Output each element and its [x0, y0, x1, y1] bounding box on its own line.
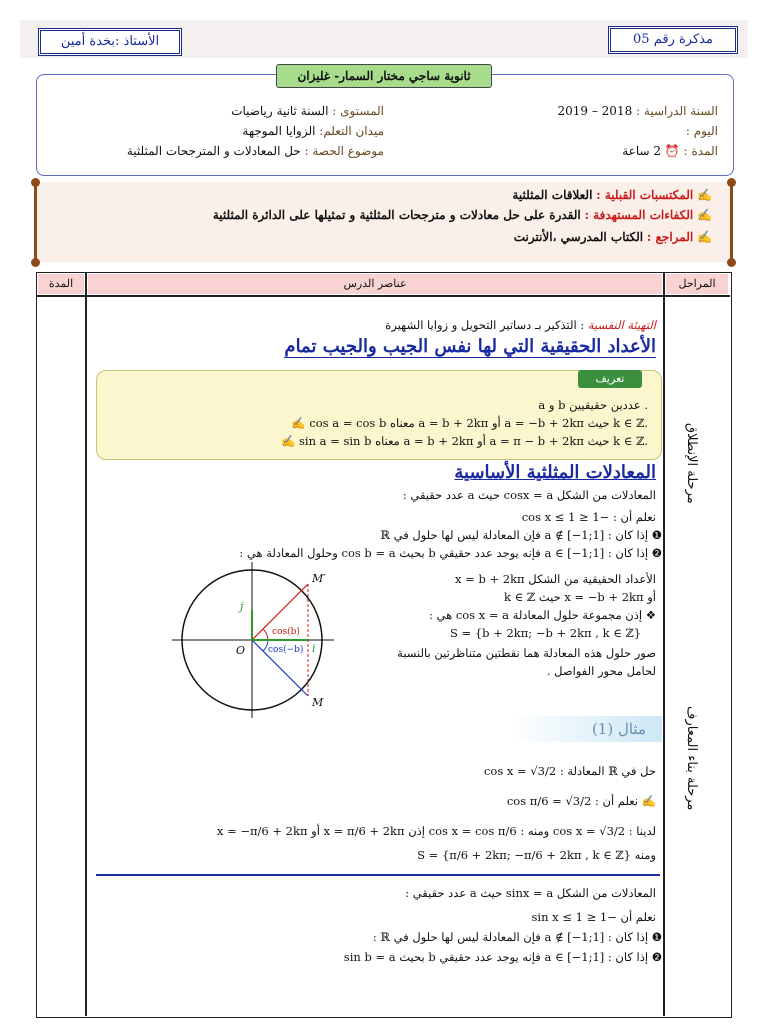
case-1-text: إذا كان : a ∉ [−1;1] فإن المعادلة ليس لها حلول في ℝ: [380, 528, 649, 542]
warmup-text: : التذكير بـ دساتير التحويل و زوايا الشهيرة: [385, 318, 585, 332]
duration: [622, 144, 718, 158]
solutions-or: أو x = −b + 2kπ حيث k ∈ ℤ: [503, 590, 656, 604]
case-3: [373, 930, 662, 944]
school-name: ثانوية ساجي مختار السمار- غليزان: [276, 64, 492, 88]
angle-b-arc: [263, 629, 268, 640]
solutions-form: الأعداد الحقيقية من الشكل x = b + 2kπ: [455, 572, 656, 586]
case-4-text: إذا كان : a ∈ [−1;1] فإنه يوجد عدد حقيقي b بحيث sin b = a: [343, 950, 649, 964]
cos-bound: نعلم أن : −1 ≤ cos x ≤ 1: [521, 510, 656, 524]
scroll-rod-right: [730, 182, 733, 262]
label-m: M: [312, 696, 324, 709]
bullet-2: ❷: [651, 546, 662, 560]
prior-knowledge: [512, 188, 712, 202]
warmup: [385, 318, 656, 332]
scroll-knob: [31, 178, 40, 187]
section-title-basic-equations: المعادلات المثلثية الأساسية: [454, 462, 656, 483]
day-label: اليوم :: [685, 124, 718, 138]
symmetry-note-2: لحامل محور الفواصل .: [546, 664, 656, 678]
year-label: السنة الدراسية :: [636, 104, 718, 118]
case-2: [239, 546, 662, 560]
bullet-1: ❶: [651, 528, 662, 542]
field-label: ميدان التعلم:: [319, 124, 384, 138]
topic-value: حل المعادلات و المترجحات المثلثية: [126, 144, 301, 158]
stage-start: مرحلة الإنطلاق: [684, 423, 699, 504]
definition-tag: تعريف: [578, 370, 642, 388]
field-value: الزوايا الموجهة: [242, 124, 316, 138]
level: [231, 104, 384, 118]
definition-line: [281, 434, 648, 448]
example-solution-set: ومنه S = {π/6 + 2kπ; −π/6 + 2kπ , k ∈ ℤ}: [417, 848, 656, 862]
school-year: [557, 104, 718, 118]
level-value: السنة ثانية رياضيات: [231, 104, 329, 118]
example-known: [507, 794, 656, 808]
column-header-stages: المراحل: [666, 274, 728, 294]
prior-value: العلاقات المثلثية: [512, 188, 593, 202]
level-label: المستوى :: [332, 104, 384, 118]
diamond-icon: ❖: [645, 608, 656, 622]
refs-value: الكتاب المدرسي ،الأنترنت: [513, 230, 644, 244]
example-work: لدينا : cos x = √3/2 ومنه : cos x = cos π/6 إذن x = π/6 + 2kπ أو x = −π/6 + 2kπ: [216, 824, 656, 838]
subsection-cos: المعادلات من الشكل cosx = a حيث a عدد حقيقي :: [402, 488, 656, 502]
label-m-prime: M′: [312, 572, 326, 585]
column-header-elements: عناصر الدرس: [88, 274, 662, 294]
section-title-same-sine-cosine: الأعداد الحقيقية التي لها نفس الجيب والجيب تمام: [284, 336, 656, 357]
sin-bound: نعلم أن −1 ≤ sin x ≤ 1: [531, 910, 656, 924]
info-box: [36, 74, 734, 176]
definition-sin-text: sin a = sin b معناه a = b + 2kπ أو a = π − b + 2kπ حيث k ∈ ℤ.: [299, 434, 648, 448]
subsection-sin: المعادلات من الشكل sinx = a حيث a عدد حقيقي :: [405, 886, 656, 900]
pencil-icon: ✍: [697, 208, 712, 222]
field: [242, 124, 384, 138]
label-i: i: [312, 642, 316, 655]
teacher-name: الأستاذ :بخدة أمين: [38, 28, 182, 56]
duration-label: المدة :: [683, 144, 718, 158]
case-2-text: إذا كان : a ∈ [−1;1] فإنه يوجد عدد حقيقي b بحيث cos b = a وحلول المعادلة هي :: [239, 546, 649, 560]
year-value: 2018 – 2019: [557, 104, 633, 118]
duration-value: 2 ساعة: [622, 144, 662, 158]
solution-set-intro: [429, 608, 656, 622]
trig-circle-figure: [172, 560, 352, 720]
example-question: حل في ℝ المعادلة : cos x = √3/2: [483, 764, 656, 778]
column-header-duration: المدة: [38, 274, 84, 294]
solution-set: S = {b + 2kπ; −b + 2kπ , k ∈ ℤ}: [450, 626, 642, 640]
column-divider: [85, 272, 87, 1016]
target-label: الكفاءات المستهدفة :: [584, 208, 694, 222]
scroll-rod-left: [34, 182, 37, 262]
warmup-label: التهيئة النفسية: [587, 318, 656, 332]
topic: [127, 144, 384, 158]
pencil-icon: ✍: [697, 230, 712, 244]
example-known-text: نعلم أن : cos π/6 = √3/2: [506, 794, 639, 808]
bullet-1: ❶: [651, 930, 662, 944]
example-title: مثال (1): [591, 720, 646, 738]
scroll-knob: [727, 178, 736, 187]
pencil-icon: ✍: [291, 416, 306, 430]
solution-set-intro-text: إذن مجموعة حلول المعادلة cos x = a هي :: [428, 608, 643, 622]
definition-line: a و b عددين حقيقيين .: [538, 398, 648, 412]
refs-label: المراجع :: [646, 230, 694, 244]
target-value: القدرة على حل معادلات و مترجحات المثلثية و تمثيلها على الدائرة المثلثية: [212, 208, 581, 222]
label-cos-neg-b: cos(−b): [268, 645, 304, 655]
stage-build: مرحلة بناء المعارف: [684, 705, 699, 810]
bullet-2: ❷: [651, 950, 662, 964]
pencil-icon: ✍: [281, 434, 296, 448]
section-divider: [96, 874, 660, 876]
clock-icon: ⏰: [664, 144, 680, 158]
header-divider: [36, 295, 730, 297]
definition-cos-text: cos a = cos b معناه a = b + 2kπ أو a = −b + 2kπ حيث k ∈ ℤ.: [309, 416, 648, 430]
symmetry-note-1: صور حلول هذه المعادلة هما نقطتين متناظرتين بالنسبة: [397, 646, 656, 660]
pencil-icon: ✍: [697, 188, 712, 202]
label-o: O: [236, 644, 246, 657]
case-4: [344, 950, 662, 964]
target-skills: [213, 208, 712, 222]
definition-line: [291, 416, 648, 430]
label-j: j: [240, 600, 244, 613]
case-3-text: إذا كان : a ∉ [−1;1] فإن المعادلة ليس لها حلول في ℝ :: [372, 930, 649, 944]
label-cos-b: cos(b): [272, 627, 300, 637]
references: [514, 230, 712, 244]
day: [686, 124, 718, 138]
topic-label: موضوع الحصة :: [304, 144, 384, 158]
pencil-icon: ✍: [641, 794, 656, 808]
case-1: [380, 528, 662, 542]
scroll-knob: [727, 258, 736, 267]
scroll-knob: [31, 258, 40, 267]
prior-label: المكتسبات القبلية :: [596, 188, 694, 202]
column-divider: [663, 272, 665, 1016]
memo-number: مذكرة رقم 05: [608, 26, 738, 54]
